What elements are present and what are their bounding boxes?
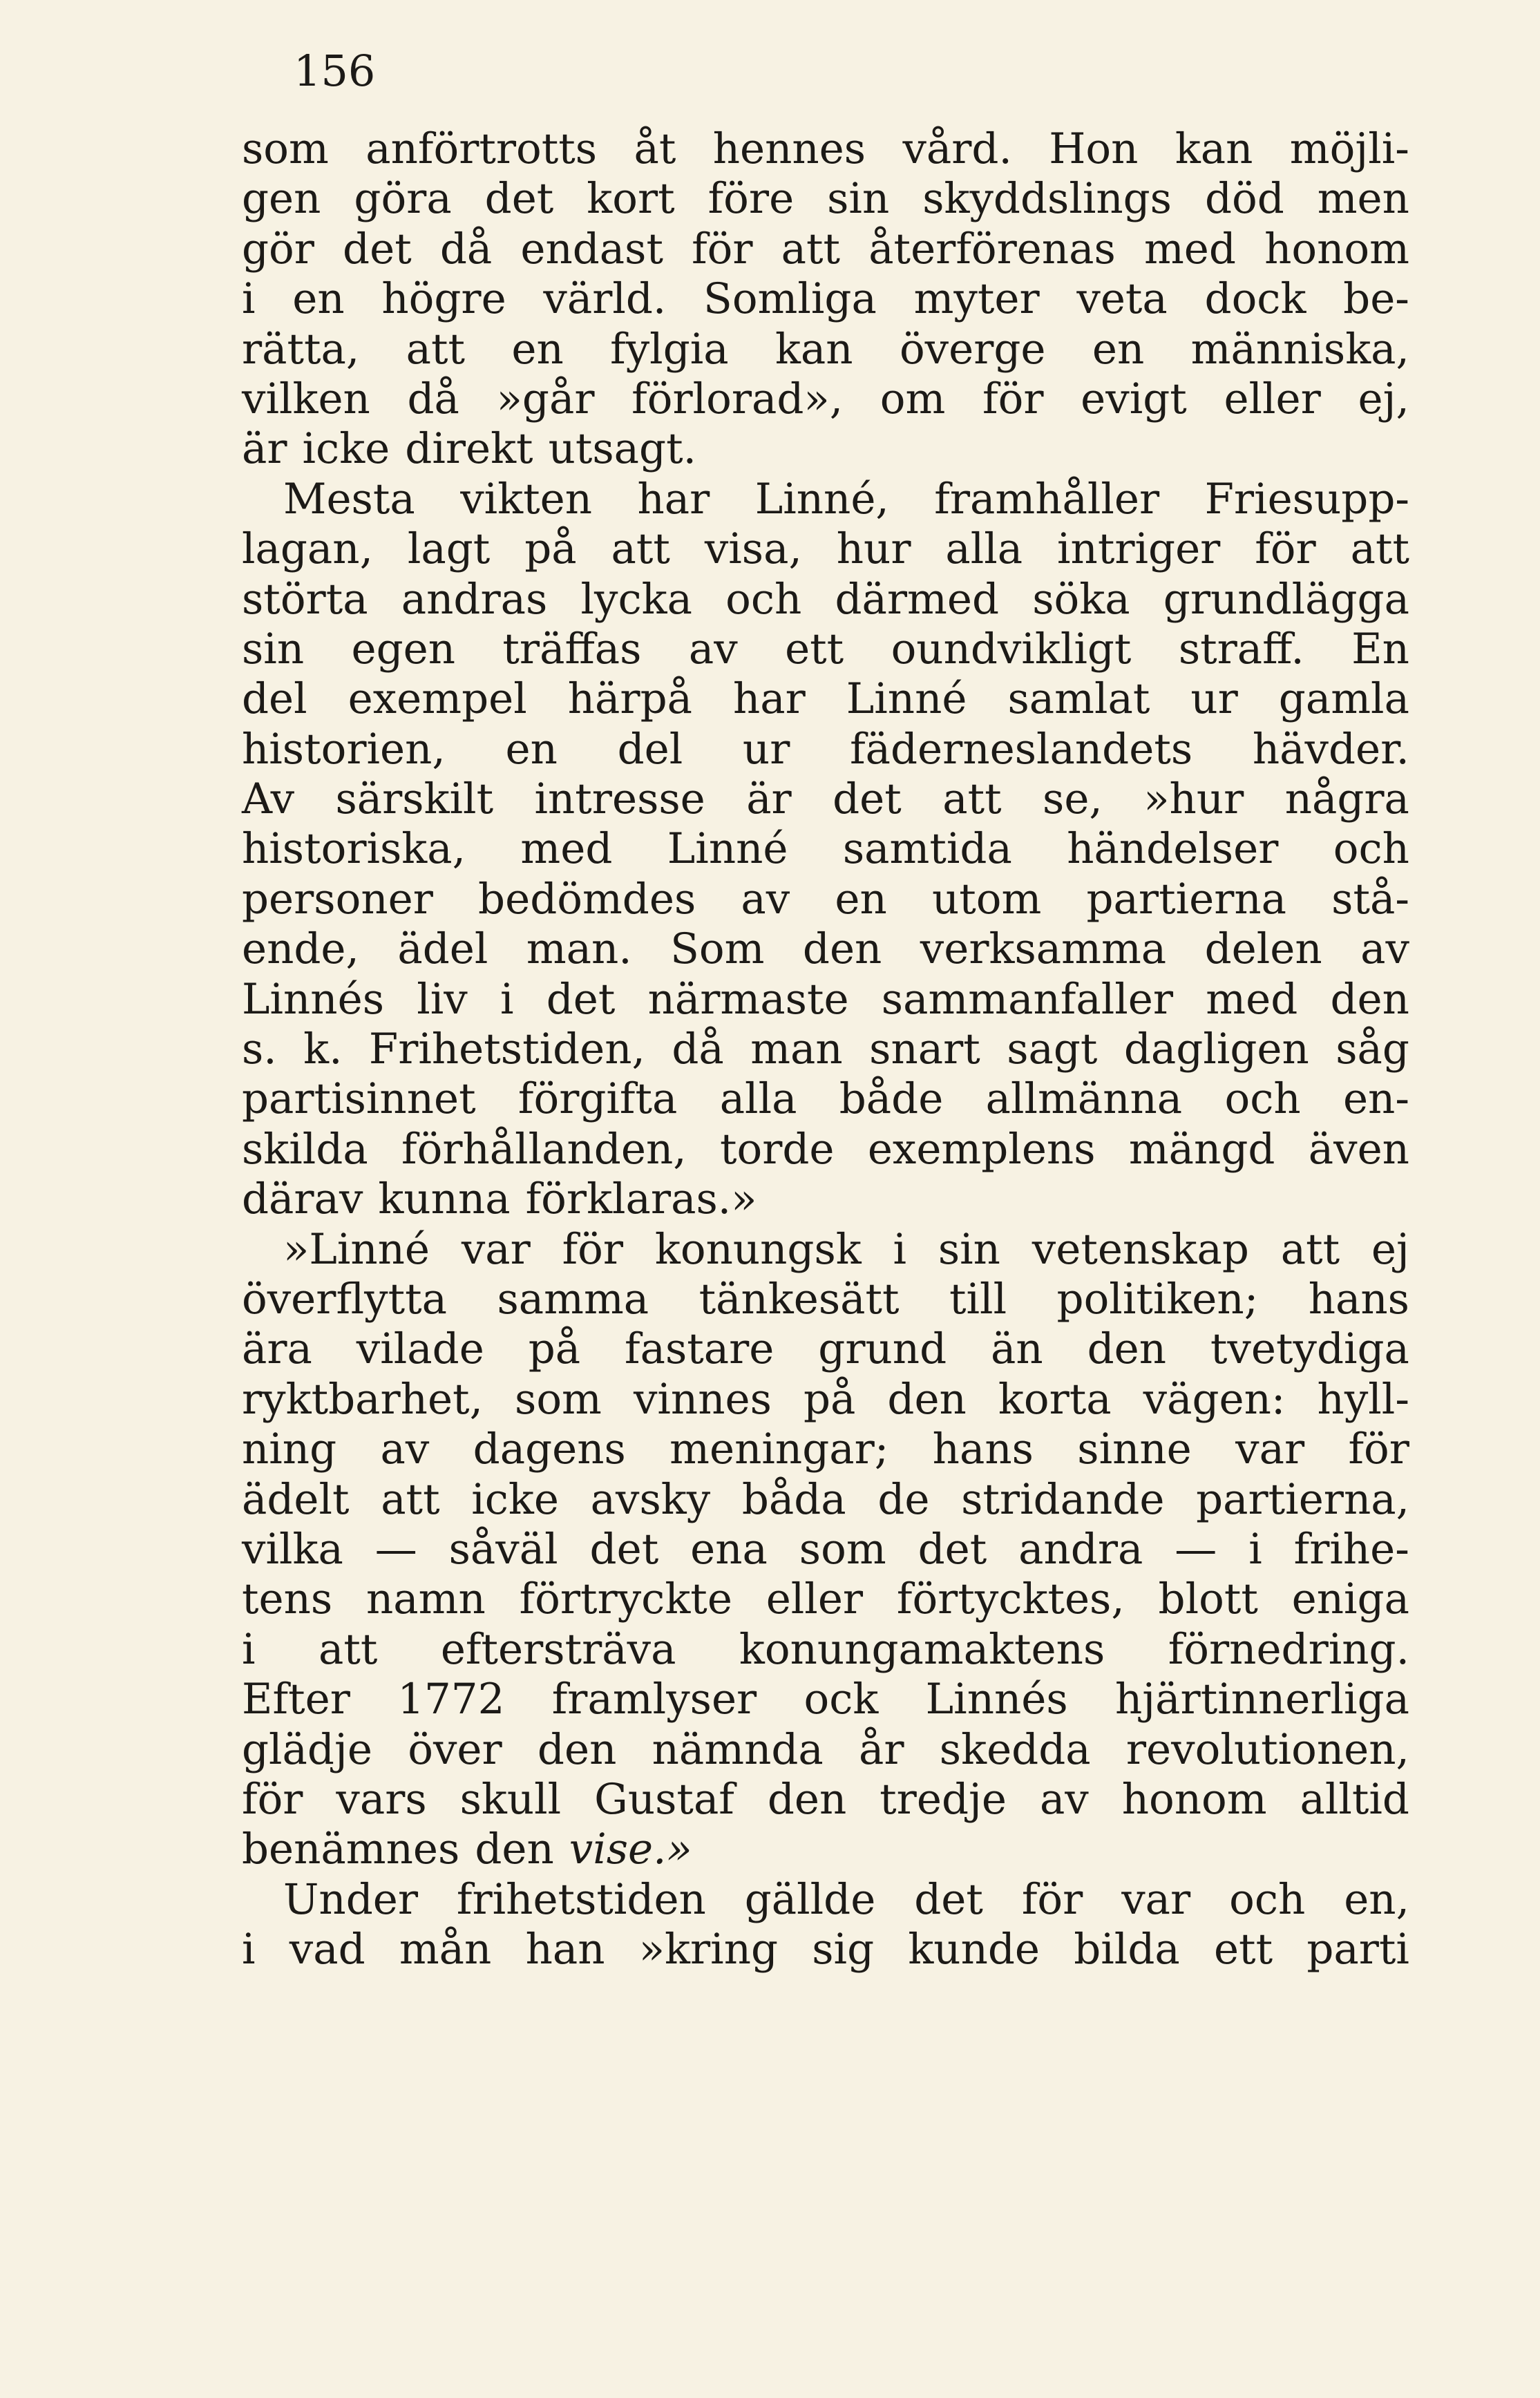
text-line: del exempel härpå har Linné samlat ur gamla xyxy=(242,674,1409,724)
text-line: som anförtrotts åt hennes vård. Hon kan möjli- xyxy=(242,124,1409,173)
text-line: Mesta vikten har Linné, framhåller Friesupp- xyxy=(283,474,1409,524)
text-line: Efter 1772 framlyser ock Linnés hjärtinnerliga xyxy=(242,1675,1409,1724)
text-line: »Linné var för konungsk i sin vetenskap att ej xyxy=(283,1224,1409,1274)
text-line: historien, en del ur fäderneslandets hävder. xyxy=(242,724,1409,774)
text-line: partisinnet förgifta alla både allmänna och en- xyxy=(242,1074,1409,1124)
text-line: är icke direkt utsagt. xyxy=(242,424,697,474)
text-line: för vars skull Gustaf den tredje av honom alltid xyxy=(242,1774,1409,1824)
text-line: ädelt att icke avsky båda de stridande partierna, xyxy=(242,1474,1409,1524)
text-line: personer bedömdes av en utom partierna stå- xyxy=(242,874,1409,924)
text-line: överflytta samma tänkesätt till politiken; hans xyxy=(242,1274,1409,1324)
text-line: ära vilade på fastare grund än den tvetydiga xyxy=(242,1324,1409,1374)
text-line: Linnés liv i det närmaste sammanfaller med den xyxy=(242,974,1409,1024)
text-line: gör det då endast för att återförenas med honom xyxy=(242,224,1409,274)
text-line: s. k. Frihetstiden, då man snart sagt dagligen såg xyxy=(242,1025,1409,1074)
text-line: historiska, med Linné samtida händelser och xyxy=(242,824,1409,874)
text-line: Av särskilt intresse är det att se, »hur några xyxy=(242,774,1409,824)
text-line: glädje över den nämnda år skedda revolutionen, xyxy=(242,1724,1409,1774)
body-text xyxy=(242,124,1409,1974)
text-line: vilken då »går förlorad», om för evigt eller ej, xyxy=(242,374,1409,424)
page-number: 156 xyxy=(294,46,376,96)
text-line: Under frihetstiden gällde det för var och en, xyxy=(283,1874,1409,1924)
text-line: skilda förhållanden, torde exemplens mängd även xyxy=(242,1124,1409,1174)
text-line: lagan, lagt på att visa, hur alla intriger för att xyxy=(242,524,1409,574)
text-line: i att eftersträva konungamaktens förnedring. xyxy=(242,1624,1409,1674)
text-line: i en högre värld. Somliga myter veta dock be- xyxy=(242,274,1409,324)
text-line: ende, ädel man. Som den verksamma delen av xyxy=(242,924,1409,974)
text-line: rätta, att en fylgia kan överge en människa, xyxy=(242,324,1409,374)
text-line: benämnes den vise.» xyxy=(242,1825,692,1874)
text-line: störta andras lycka och därmed söka grundlägga xyxy=(242,574,1409,624)
text-line: tens namn förtryckte eller förtycktes, blott eniga xyxy=(242,1574,1409,1624)
text-line: ning av dagens meningar; hans sinne var för xyxy=(242,1425,1409,1474)
text-line: därav kunna förklaras.» xyxy=(242,1174,757,1224)
text-line: vilka — såväl det ena som det andra — i frihe- xyxy=(242,1524,1409,1574)
text-line: i vad mån han »kring sig kunde bilda ett parti xyxy=(242,1925,1409,1974)
text-line: gen göra det kort före sin skyddslings död men xyxy=(242,174,1409,224)
text-line: sin egen träffas av ett oundvikligt straff. En xyxy=(242,624,1409,674)
text-line: ryktbarhet, som vinnes på den korta vägen: hyll- xyxy=(242,1374,1409,1424)
